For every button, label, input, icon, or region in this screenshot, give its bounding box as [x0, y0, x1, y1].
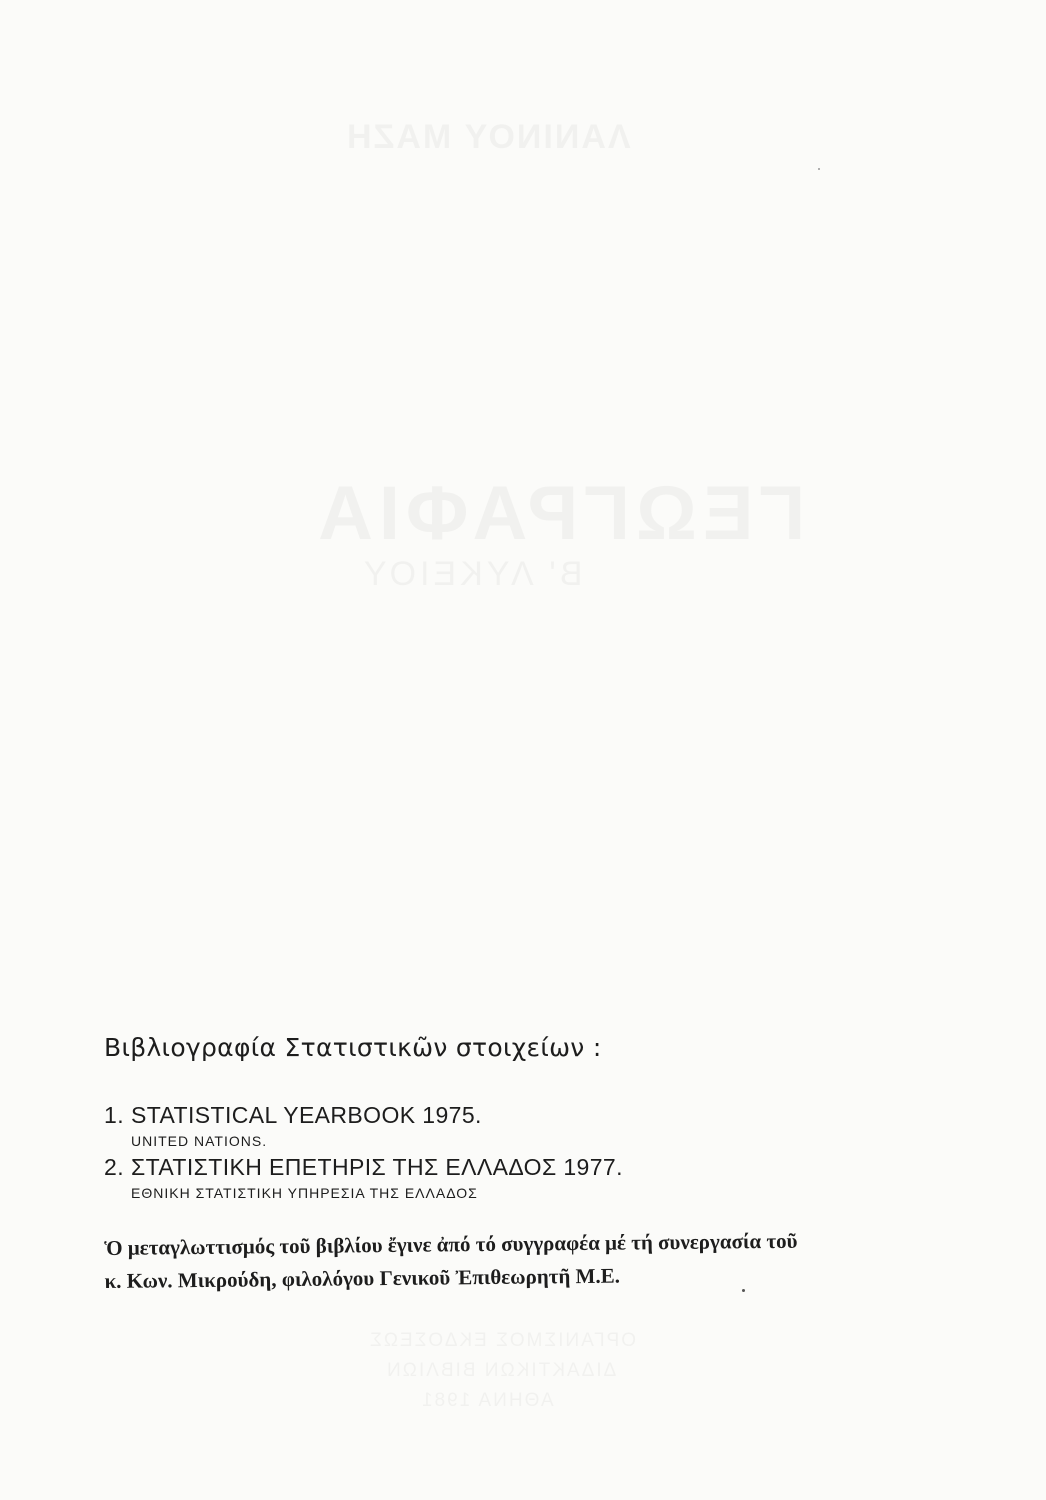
reference-publisher: UNITED NATIONS.: [131, 1133, 268, 1149]
translation-note-line-2: κ. Κων. Μικρούδη, φιλολόγου Γενικοῦ Ἐπιθεωρητῆ Μ.Ε.: [104, 1263, 621, 1293]
bibliography-heading: Βιβλιογραφία Στατιστικῶν στοιχείων :: [104, 1033, 602, 1062]
show-through-author: ΛΑΝΙΝΟΥ ΜΑΖΗ: [345, 118, 631, 156]
reference-number: 2.: [104, 1154, 124, 1180]
show-through-publisher-3: ΑΘΗΝΑ 1981: [420, 1390, 554, 1411]
reference-title: ΣΤΑΤΙΣΤΙΚΗ ΕΠΕΤΗΡΙΣ ΤΗΣ ΕΛΛΑΔΟΣ 1977.: [131, 1154, 623, 1180]
show-through-publisher-1: ΟΡΓΑΝΙΣΜΟΣ ΕΚΔΟΣΕΩΣ: [368, 1330, 637, 1351]
show-through-publisher-2: ΔΙΔΑΚΤΙΚΩΝ ΒΙΒΛΙΩΝ: [385, 1360, 617, 1381]
ink-speck: [742, 1289, 745, 1292]
show-through-subtitle: Β' ΛΥΚΕΙΟΥ: [360, 555, 583, 593]
reference-item: [104, 1100, 623, 1152]
show-through-title: ΓΕΩΓΡΑΦΙΑ: [312, 471, 806, 556]
reference-number: 1.: [104, 1102, 124, 1128]
reference-title-line: [104, 1152, 623, 1182]
reference-publisher: ΕΘΝΙΚΗ ΣΤΑΤΙΣΤΙΚΗ ΥΠΗΡΕΣΙΑ ΤΗΣ ΕΛΛΑΔΟΣ: [131, 1185, 478, 1201]
reference-item: [104, 1152, 623, 1204]
reference-list: [104, 1100, 623, 1204]
translation-note: [104, 1223, 925, 1298]
translation-note-line-1: Ὁ μεταγλωττισμός τοῦ βιβλίου ἔγινε ἀπό τό συγγραφέα μέ τή συνεργασία τοῦ: [104, 1228, 798, 1260]
reference-title: STATISTICAL YEARBOOK 1975.: [131, 1102, 482, 1128]
paper-speck: [818, 168, 820, 170]
reference-title-line: [104, 1100, 623, 1130]
